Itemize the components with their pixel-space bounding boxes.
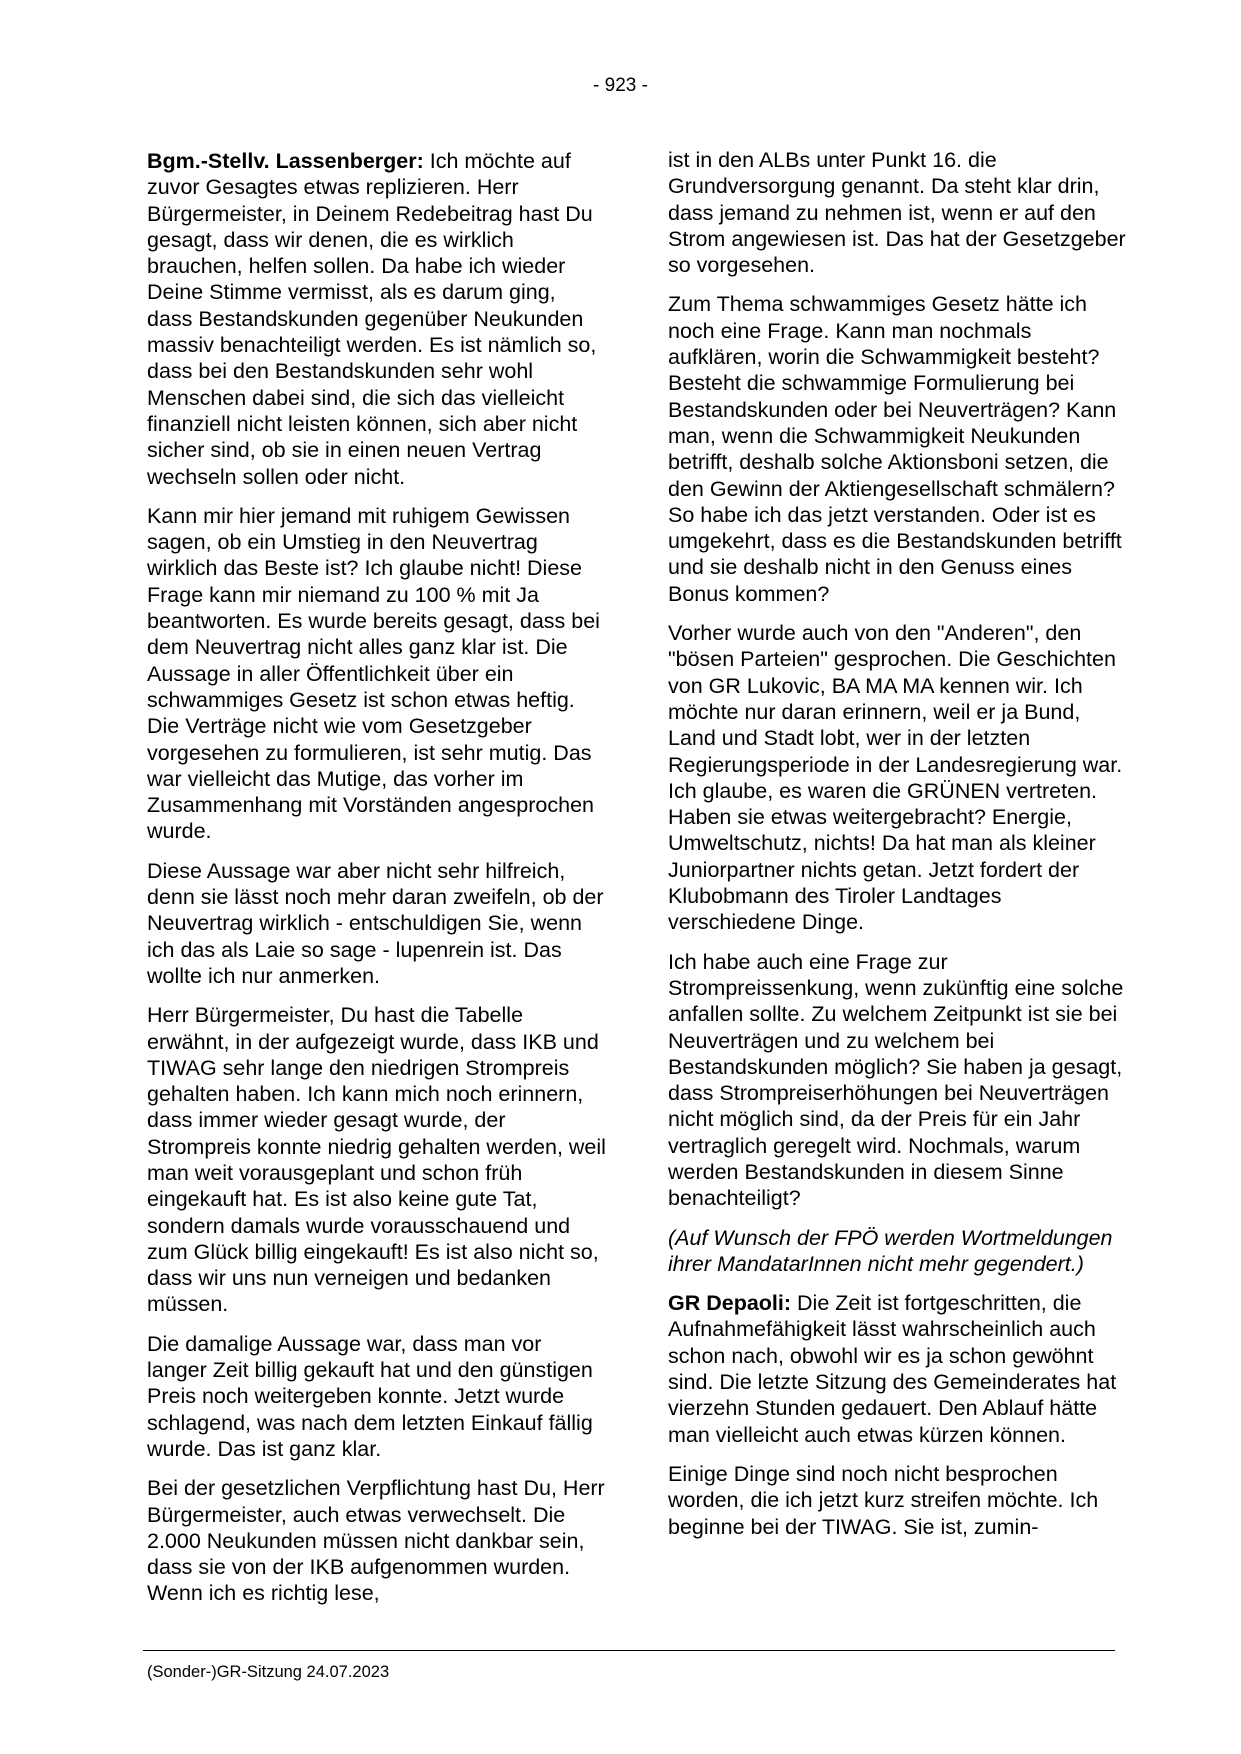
- paragraph: Herr Bürgermeister, Du hast die Tabelle erwähnt, in der aufgezeigt wurde, dass IKB und TIWAG sehr lange den niedrigen Strompreis gehalten haben. Ich kann mich noch erinnern, dass immer wieder gesagt wurde, der Strompreis konnte niedrig gehalten werden, weil man weit vorausgeplant und schon früh eingekauft hat. Es ist also keine gute Tat, sondern damals wurde vorausschauend und zum Glück billig eingekauft! Es ist also nicht so, dass wir uns nun verneigen und bedanken müssen.: [147, 1003, 606, 1317]
- paragraph: Kann mir hier jemand mit ruhigem Gewissen sagen, ob ein Umstieg in den Neuvertrag wirklich das Beste ist? Ich glaube nicht! Diese Frage kann mir niemand zu 100 % mit Ja beantworten. Es wurde bereits gesagt, dass bei dem Neuvertrag nicht alles ganz klar ist. Die Aussage in aller Öffentlichkeit über ein schwammiges Gesetz ist schon etwas heftig. Die Verträge nicht wie vom Gesetzgeber vorgesehen zu formulieren, ist sehr mutig. Das war vielleicht das Mutige, das vorher im Zusammenhang mit Vorständen angesprochen wurde.: [147, 503, 600, 844]
- right-column: [668, 148, 1128, 1553]
- speaker-name: Bgm.-Stellv. Lassenberger:: [147, 149, 424, 173]
- paragraph-lassenberger-intro: [147, 148, 607, 490]
- paragraph: Zum Thema schwammiges Gesetz hätte ich noch eine Frage. Kann man nochmals aufklären, worin die Schwammigkeit besteht? Besteht die schwammige Formulierung bei Bestandskunden oder bei Neuverträgen? Kann man, wenn die Schwammigkeit Neukunden betrifft, deshalb solche Aktionsboni setzen, die den Gewinn der Aktiengesellschaft schmälern? So habe ich das jetzt verstanden. Oder ist es umgekehrt, dass es die Bestandskunden betrifft und sie deshalb nicht in den Genuss eines Bonus kommen?: [668, 292, 1122, 606]
- editorial-note: (Auf Wunsch der FPÖ werden Wortmeldungen ihrer MandatarInnen nicht mehr gegendert.): [668, 1225, 1113, 1276]
- paragraph: Die damalige Aussage war, dass man vor langer Zeit billig gekauft hat und den günstigen Preis noch weitergeben konnte. Jetzt wurde schlagend, was nach dem letzten Einkauf fällig wurde. Das ist ganz klar.: [147, 1331, 593, 1461]
- footer-rule: [143, 1650, 1115, 1651]
- paragraph-depaoli-intro: [668, 1290, 1128, 1448]
- paragraph: Ich habe auch eine Frage zur Strompreissenkung, wenn zukünftig eine solche anfallen sollte. Zu welchem Zeitpunkt ist sie bei Neuverträgen und zu welchem bei Bestandskunden möglich? Sie haben ja gesagt, dass Strompreiserhöhungen bei Neuverträgen nicht möglich sind, da der Preis für ein Jahr vertraglich geregelt wird. Nochmals, warum werden Bestandskunden in diesem Sinne benachteiligt?: [668, 949, 1124, 1211]
- paragraph-text: Die Zeit ist fortgeschritten, die Aufnahmefähigkeit lässt wahrscheinlich auch schon nach, obwohl wir es ja schon gewöhnt sind. Die letzte Sitzung des Gemeinderates hat vierzehn Stunden gedauert. Den Ablauf hätte man vielleicht auch etwas kürzen können.: [668, 1291, 1117, 1447]
- speaker-name: GR Depaoli:: [668, 1291, 792, 1316]
- left-column: [147, 148, 607, 1620]
- paragraph: Diese Aussage war aber nicht sehr hilfreich, denn sie lässt noch mehr daran zweifeln, ob der Neuvertrag wirklich - entschuldigen Sie, wenn ich das als Laie so sage - lupenrein ist. Das wollte ich nur anmerken.: [147, 858, 604, 988]
- paragraph: Vorher wurde auch von den "Anderen", den "bösen Parteien" gesprochen. Die Geschichten von GR Lukovic, BA MA MA kennen wir. Ich möchte nur daran erinnern, weil er ja Bund, Land und Stadt lobt, wer in der letzten Regierungsperiode in der Landesregierung war. Ich glaube, es waren die GRÜNEN vertreten. Haben sie etwas weitergebracht? Energie, Umweltschutz, nichts! Da hat man als kleiner Juniorpartner nichts getan. Jetzt fordert der Klubobmann des Tiroler Landtages verschiedene Dinge.: [668, 621, 1123, 935]
- paragraph: Einige Dinge sind noch nicht besprochen worden, die ich jetzt kurz streifen möchte. Ich beginne bei der TIWAG. Sie ist, zumin-: [668, 1461, 1099, 1539]
- paragraph: ist in den ALBs unter Punkt 16. die Grundversorgung genannt. Da steht klar drin, dass jemand zu nehmen ist, wenn er auf den Strom angewiesen ist. Das hat der Gesetzgeber so vorgesehen.: [668, 148, 1126, 278]
- footer-session-date: (Sonder-)GR-Sitzung 24.07.2023: [147, 1663, 390, 1681]
- page-number: - 923 -: [593, 75, 648, 96]
- paragraph-text: Ich möchte auf zuvor Gesagtes etwas replizieren. Herr Bürgermeister, in Deinem Redebeitrag hast Du gesagt, dass wir denen, die es wirklich brauchen, helfen sollen. Da habe ich wieder Deine Stimme vermisst, als es darum ging, dass Bestandskunden gegenüber Neukunden massiv benachteiligt werden. Es ist nämlich so, dass bei den Bestandskunden sehr wohl Menschen dabei sind, die sich das vielleicht finanziell nicht leisten können, sich aber nicht sicher sind, ob sie in einen neuen Vertrag wechseln sollen oder nicht.: [147, 149, 597, 489]
- paragraph: Bei der gesetzlichen Verpflichtung hast Du, Herr Bürgermeister, auch etwas verwechselt. Die 2.000 Neukunden müssen nicht dankbar sein, dass sie von der IKB aufgenommen wurden. Wenn ich es richtig lese,: [147, 1476, 605, 1606]
